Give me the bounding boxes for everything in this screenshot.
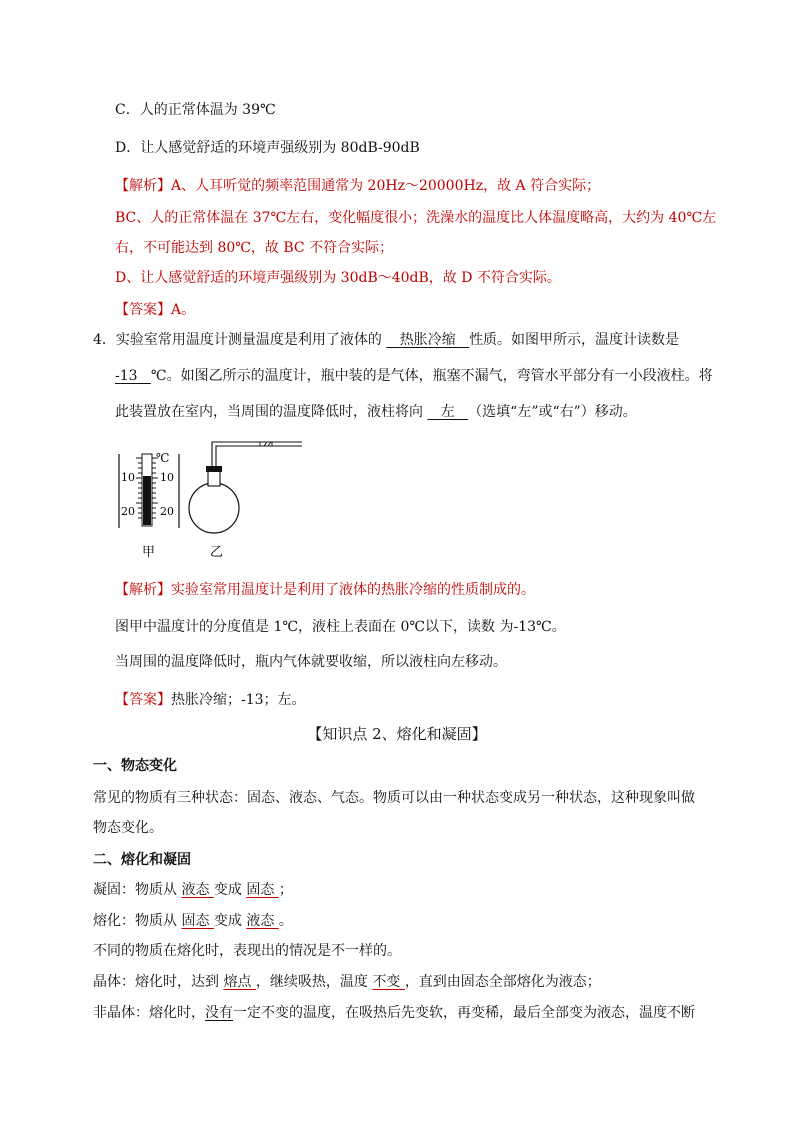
text: ，直到由固态全部熔化为液态； <box>404 974 601 990</box>
melting-line <box>93 911 293 931</box>
text: 变成 <box>213 913 247 929</box>
q4-answer <box>115 690 306 710</box>
flask-stopper <box>206 466 222 472</box>
answer-text: A。 <box>171 302 196 318</box>
text: 变成 <box>213 882 247 898</box>
q4-analysis-3: 当周围的温度降低时，瓶内气体就要收缩，所以液柱向左移动。 <box>115 654 507 670</box>
blank-solid: 固态 <box>246 882 279 898</box>
text: ，继续吸热，温度 <box>255 974 373 990</box>
text: ； <box>278 882 293 898</box>
q4-figure <box>112 436 322 566</box>
tick-label-10-left: 10 <box>121 471 135 484</box>
analysis-text: 实验室常用温度计是利用了液体的热胀冷缩的性质制成的。 <box>171 582 535 598</box>
flask-neck <box>208 470 220 486</box>
emphasis-none: 没有 <box>205 1005 233 1021</box>
text: 一定不变的温度，在吸热后先变软，再变稀，最后全部变为液态，温度不断 <box>233 1005 695 1021</box>
answer-tag: 【答案】 <box>115 692 171 708</box>
q4-blank-1: 热胀冷缩 <box>386 332 470 348</box>
blank-liquid: 液态 <box>246 913 279 929</box>
q4-line-2 <box>115 366 713 386</box>
text: 凝固：物质从 <box>93 882 182 898</box>
q3-analysis-bc-1: BC、人的正常体温在 37℃左右，变化幅度很小；洗澡水的温度比人体温度略高，大约为 40℃左 <box>115 210 717 226</box>
answer-tag: 【答案】 <box>115 302 171 318</box>
q4-text: 性质。如图甲所示，温度计读数是 <box>469 332 680 348</box>
q4-line-1 <box>93 330 679 350</box>
q4-text: 此装置放在室内，当周围的温度降低时，液柱将向 <box>115 404 428 420</box>
tick-label-10-right: 10 <box>160 471 174 484</box>
tick-label-20-right: 20 <box>160 505 174 518</box>
blank-unchanged: 不变 <box>372 974 405 990</box>
q4-analysis-1 <box>115 580 535 600</box>
blank-liquid: 液态 <box>181 882 214 898</box>
q4-text: 4．实验室常用温度计测量温度是利用了液体的 <box>93 332 387 348</box>
tick-label-20-left: 20 <box>121 505 135 518</box>
q4-line-3 <box>115 402 637 422</box>
text: 。 <box>278 913 293 929</box>
crystal-line <box>93 972 601 992</box>
q4-text: （选填“左”或“右”）移动。 <box>468 404 637 420</box>
analysis-tag: 【解析】 <box>115 582 171 598</box>
label-jia: 甲 <box>142 545 156 560</box>
blank-melting-point: 熔点 <box>223 974 256 990</box>
unit-label: ℃ <box>156 451 170 465</box>
q4-analysis-2: 图甲中温度计的分度值是 1℃，液柱上表面在 0℃以下，读数 为-13℃。 <box>115 619 566 635</box>
heading-melting: 二、熔化和凝固 <box>93 852 191 868</box>
text: 熔化：物质从 <box>93 913 182 929</box>
liquid-column <box>260 442 272 446</box>
q4-blank-3: 左 <box>427 404 469 420</box>
noncrystal-line <box>93 1003 695 1023</box>
section-title: 【知识点 2、熔化和凝固】 <box>307 725 487 743</box>
option-c: C．人的正常体温为 39℃ <box>115 102 276 118</box>
text: 非晶体：熔化时， <box>93 1005 205 1021</box>
paragraph-1-line-2: 物态变化。 <box>93 820 163 836</box>
option-d: D．让人感觉舒适的环境声强级别为 80dB-90dB <box>115 140 420 156</box>
q3-analysis-bc-2: 右，不可能达到 80℃，故 BC 不符合实际； <box>115 240 394 256</box>
label-yi: 乙 <box>210 545 224 560</box>
analysis-text: A、人耳听觉的频率范围通常为 20Hz～20000Hz，故 A 符合实际； <box>171 178 601 194</box>
paragraph-1-line-1: 常见的物质有三种状态：固态、液态、气态。物质可以由一种状态变成另一种状态，这种现象叫做 <box>93 790 695 806</box>
blank-solid: 固态 <box>181 913 214 929</box>
q3-answer <box>115 300 195 320</box>
thermometer-liquid <box>143 476 151 525</box>
flask-bulb <box>189 483 239 533</box>
q3-analysis-a <box>115 176 600 196</box>
answer-text: 热胀冷缩；-13；左。 <box>171 692 306 708</box>
solidification-line <box>93 880 293 900</box>
heading-state-change: 一、物态变化 <box>93 758 177 774</box>
q4-blank-2: -13 <box>115 368 151 384</box>
analysis-tag: 【解析】 <box>115 178 171 194</box>
bent-tube-inner <box>216 446 302 466</box>
text: 晶体：熔化时，达到 <box>93 974 224 990</box>
difference-line: 不同的物质在熔化时，表现出的情况是不一样的。 <box>93 943 401 959</box>
q4-text: ℃。如图乙所示的温度计，瓶中装的是气体，瓶塞不漏气，弯管水平部分有一小段液柱。将 <box>150 368 713 384</box>
thermometer-figure <box>112 436 322 566</box>
q3-analysis-d: D、让人感觉舒适的环境声强级别为 30dB～40dB，故 D 不符合实际。 <box>115 270 561 286</box>
